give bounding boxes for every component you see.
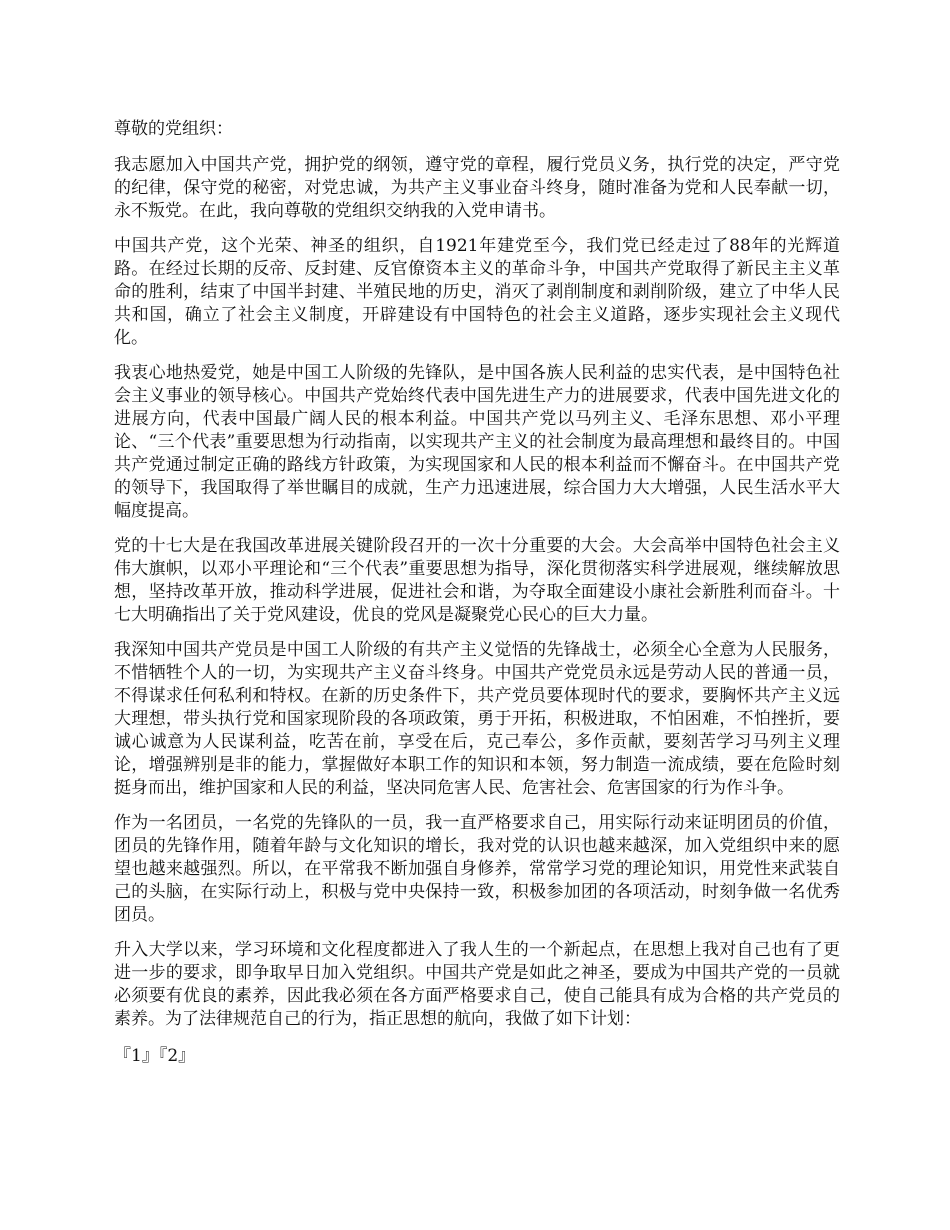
paragraph-pledge: 我志愿加入中国共产党，拥护党的纲领，遵守党的章程，履行党员义务，执行党的决定，严守党的纪律，保守党的秘密，对党忠诚，为共产主义事业奋斗终身，随时准备为党和人民奉献一切，永不叛党。在此，我向尊敬的党组织交纳我的入党申请书。 — [114, 155, 840, 221]
paragraph-seventeenth-congress: 党的十七大是在我国改革进展关键阶段召开的一次十分重要的大会。大会高举中国特色社会主义伟大旗帜，以邓小平理论和“三个代表”重要思想为指导，深化贯彻落实科学进展观，继续解放思想，坚持改革开放，推动科学进展，促进社会和谐，为夺取全面建设小康社会新胜利而奋斗。十七大明确指出了关于党风建设，优良的党风是凝聚党心民心的巨大力量。 — [114, 536, 840, 625]
paragraph-party-history: 中国共产党，这个光荣、神圣的组织，自1921年建党至今，我们党已经走过了88年的光辉道路。在经过长期的反帝、反封建、反官僚资本主义的革命斗争，中国共产党取得了新民主主义革命的胜利，结束了中国半封建、半殖民地的历史，消灭了剥削制度和剥削阶级，建立了中华人民共和国，确立了社会主义制度，开辟建设有中国特色的社会主义道路，逐步实现社会主义现代化。 — [114, 236, 840, 348]
salutation: 尊敬的党组织： — [114, 119, 233, 139]
paragraph-league-member: 作为一名团员，一名党的先锋队的一员，我一直严格要求自己，用实际行动来证明团员的价值，团员的先锋作用，随着年龄与文化知识的增长，我对党的认识也越来越深，加入党组织中来的愿望也越来越强烈。所以，在平常我不断加强自身修养，常常学习党的理论知识，用党性来武装自己的头脑，在实际行动上，积极与党中央保持一致，积极参加团的各项活动，时刻争做一名优秀团员。 — [114, 813, 840, 925]
paragraph-love-for-party: 我衷心地热爱党，她是中国工人阶级的先锋队，是中国各族人民利益的忠实代表，是中国特色社会主义事业的领导核心。中国共产党始终代表中国先进生产力的进展要求，代表中国先进文化的进展方向，代表中国最广阔人民的根本利益。中国共产党以马列主义、毛泽东思想、邓小平理论、“三个代表”重要思想为行动指南，以实现共产主义的社会制度为最高理想和最终目的。中国共产党通过制定正确的路线方针政策，为实现国家和人民的根本利益而不懈奋斗。在中国共产党的领导下，我国取得了举世瞩目的成就，生产力迅速进展，综合国力大大增强，人民生活水平大幅度提高。 — [114, 363, 840, 521]
document-page — [114, 118, 840, 1080]
paragraph-member-duties: 我深知中国共产党员是中国工人阶级的有共产主义觉悟的先锋战士，必须全心全意为人民服务，不惜牺牲个人的一切，为实现共产主义奋斗终身。中国共产党党员永远是劳动人民的普通一员，不得谋求任何私利和特权。在新的历史条件下，共产党员要体现时代的要求，要胸怀共产主义远大理想，带头执行党和国家现阶段的各项政策，勇于开拓，积极进取，不怕困难，不怕挫折，要诚心诚意为人民谋利益，吃苦在前，享受在后，克己奉公，多作贡献，要刻苦学习马列主义理论，增强辨别是非的能力，掌握做好本职工作的知识和本领，努力制造一流成绩，要在危险时刻挺身而出，维护国家和人民的利益，坚决同危害人民、危害社会、危害国家的行为作斗争。 — [114, 640, 840, 798]
paragraph-university-plan: 升入大学以来，学习环境和文化程度都进入了我人生的一个新起点，在思想上我对自己也有了更进一步的要求，即争取早日加入党组织。中国共产党是如此之神圣，要成为中国共产党的一员就必须要有优良的素养，因此我必须在各方面严格要求自己，使自己能具有成为合格的共产党员的素养。为了法律规范自己的行为，指正思想的航向，我做了如下计划： — [114, 940, 840, 1029]
plan-markers: 『1』『2』 — [114, 1046, 196, 1066]
